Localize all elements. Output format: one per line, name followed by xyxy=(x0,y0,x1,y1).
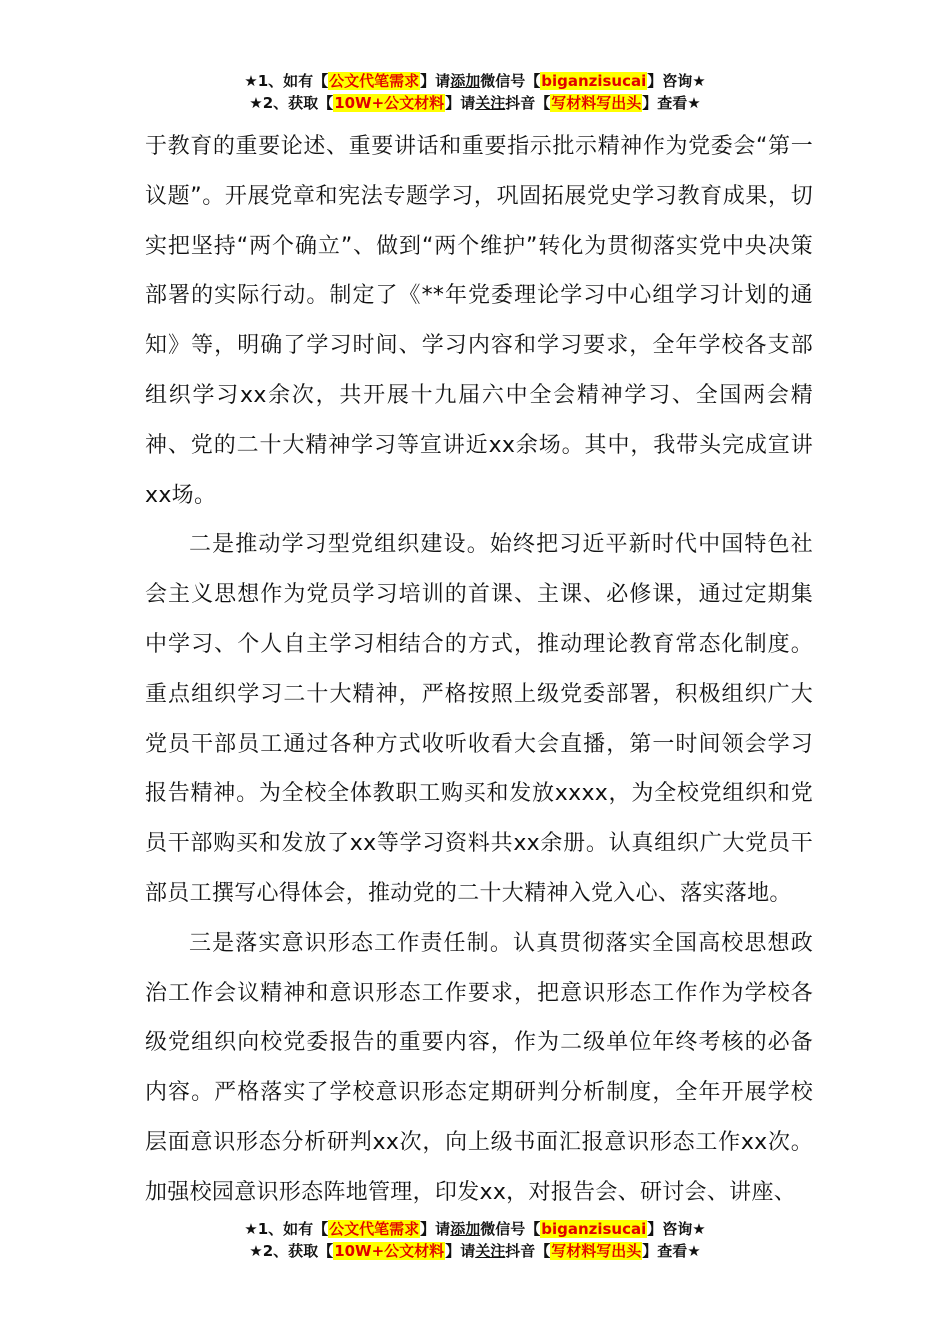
paragraph-continued: 于教育的重要论述、重要讲话和重要指示批示精神作为党委会“第一议题”。开展党章和宪法专题学习，巩固拓展党史学习教育成果，切实把坚持“两个确立”、做到“两个维护”转化为贯彻落实党中央决策部署的实际行动。制定了《**年党委理论学习中心组学习计划的通知》等，明确了学习时间、学习内容和学习要求，全年学校各支部组织学习xx余次，共开展十九届六中全会精神学习、全国两会精神、党的二十大精神学习等宣讲近xx余场。其中，我带头完成宣讲xx场。 xyxy=(145,134,813,508)
banner-line-2 xyxy=(0,92,950,114)
highlight-wechat-id: biganzisucai xyxy=(541,72,647,90)
highlight-materials: 10W+公文材料 xyxy=(334,1242,445,1260)
highlight-douyin-account: 写材料写出头 xyxy=(551,1242,642,1260)
emphasis-text: 添加 xyxy=(450,1220,481,1238)
footer-banner xyxy=(0,1218,950,1262)
emphasis-text: 关注 xyxy=(475,94,506,112)
banner-text: 微信号【 xyxy=(480,72,541,90)
banner-text: 】请 xyxy=(420,1220,451,1238)
highlight-douyin-account: 写材料写出头 xyxy=(551,94,642,112)
banner-line-2 xyxy=(0,1240,950,1262)
banner-text: 抖音【 xyxy=(505,1242,551,1260)
banner-text: 】咨询★ xyxy=(647,1220,706,1238)
emphasis-text: 关注 xyxy=(475,1242,506,1260)
banner-text: 抖音【 xyxy=(505,94,551,112)
highlight-wechat-id: biganzisucai xyxy=(541,1220,647,1238)
banner-text: 】请 xyxy=(445,94,476,112)
paragraph-ideology-responsibility: 三是落实意识形态工作责任制。认真贯彻落实全国高校思想政治工作会议精神和意识形态工作要求，把意识形态工作作为学校各级党组织向校党委报告的重要内容，作为二级单位年终考核的必备内容。严格落实了学校意识形态定期研判分析制度，全年开展学校层面意识形态分析研判xx次，向上级书面汇报意识形态工作xx次。加强校园意识形态阵地管理，印发xx，对报告会、研讨会、讲座、 xyxy=(145,930,813,1205)
document-body xyxy=(145,122,813,1218)
banner-text: 】查看★ xyxy=(642,94,701,112)
paragraph-learning-organization: 二是推动学习型党组织建设。始终把习近平新时代中国特色社会主义思想作为党员学习培训的首课、主课、必修课，通过定期集中学习、个人自主学习相结合的方式，推动理论教育常态化制度。重点组织学习二十大精神，严格按照上级党委部署，积极组织广大党员干部员工通过各种方式收听收看大会直播，第一时间领会学习报告精神。为全校全体教职工购买和发放xxxx，为全校党组织和党员干部购买和发放了xx等学习资料共xx余册。认真组织广大党员干部员工撰写心得体会，推动党的二十大精神入党入心、落实落地。 xyxy=(145,532,813,906)
banner-text: 】查看★ xyxy=(642,1242,701,1260)
highlight-materials: 10W+公文材料 xyxy=(334,94,445,112)
banner-line-1 xyxy=(0,1218,950,1240)
emphasis-text: 添加 xyxy=(450,72,481,90)
banner-text: 微信号【 xyxy=(480,1220,541,1238)
banner-text: ★1、如有【 xyxy=(244,72,329,90)
banner-text: 】咨询★ xyxy=(647,72,706,90)
highlight-service: 公文代笔需求 xyxy=(329,1220,420,1238)
banner-text: ★1、如有【 xyxy=(244,1220,329,1238)
banner-text: 】请 xyxy=(445,1242,476,1260)
banner-line-1 xyxy=(0,70,950,92)
header-banner xyxy=(0,70,950,114)
banner-text: 】请 xyxy=(420,72,451,90)
highlight-service: 公文代笔需求 xyxy=(329,72,420,90)
banner-text: ★2、获取【 xyxy=(249,94,334,112)
banner-text: ★2、获取【 xyxy=(249,1242,334,1260)
